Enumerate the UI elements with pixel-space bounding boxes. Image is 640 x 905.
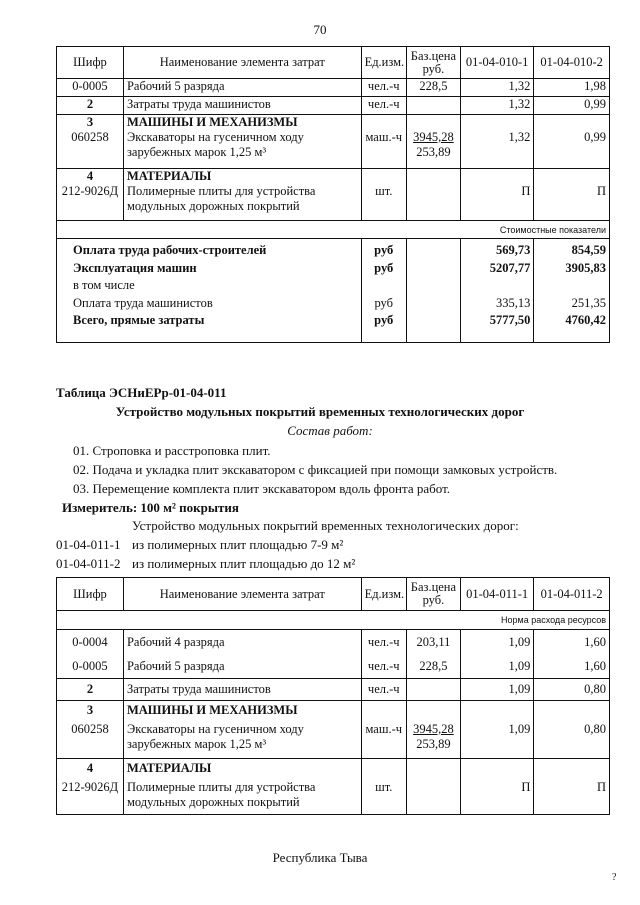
work-item: 03. Перемещение комплекта плит экскаватором вдоль фронта работ. (73, 481, 451, 496)
table-row: 2 Затраты труда машинистов чел.-ч 1,32 0,99 (57, 97, 610, 115)
table-row: 0-0004 0-0005 Рабочий 4 разряда Рабочий 5 разряда чел.-ч чел.-ч 203,11 228,5 1,09 1,09 1,60 1,60 (57, 630, 610, 679)
subheading: Устройство модульных покрытий временных технологических дорог: (132, 518, 519, 533)
header-name: Наименование элемента затрат (123, 47, 361, 79)
variant-text: из полимерных плит площадью до 12 м² (132, 556, 356, 571)
table-row: 4 212-9026Д МАТЕРИАЛЫ Полимерные плиты для устройства модульных дорожных покрытий шт. П П (57, 169, 610, 221)
header-code: Шифр (57, 578, 124, 611)
table-title: Таблица ЭСНиЕРр-01-04-011 (56, 385, 227, 400)
header-code: Шифр (57, 47, 124, 79)
variant-code: 01-04-011-1 (56, 537, 121, 552)
work-item: 02. Подача и укладка плит экскаватором с фиксацией при помощи замковых устройств. (73, 462, 558, 477)
header-col-b: 01-04-010-2 (534, 47, 610, 79)
cost-header: Стоимостные показатели (57, 221, 610, 239)
header-base-price: Баз.цена руб. (406, 47, 460, 79)
header-col-a: 01-04-011-1 (460, 578, 533, 611)
header-col-b: 01-04-011-2 (534, 578, 610, 611)
header-col-a: 01-04-010-1 (460, 47, 533, 79)
composition-label: Состав работ: (287, 423, 373, 438)
page-number: 70 (313, 22, 327, 37)
variant-text: из полимерных плит площадью 7-9 м² (132, 537, 344, 552)
section-heading: Устройство модульных покрытий временных технологических дорог (115, 404, 525, 419)
work-item: 01. Строповка и расстроповка плит. (73, 443, 271, 458)
norm-header: Норма расхода ресурсов (57, 611, 610, 630)
table-row: 0-0005 Рабочий 5 разряда чел.-ч 228,5 1,32 1,98 (57, 79, 610, 97)
cost-block: Оплата труда рабочих-строителей Эксплуатация машин в том числе Оплата труда машинистов Всего, прямые затраты руб руб руб руб 569,73 5207,77 335,13 5777,50 854,59 3905,83 251,35 4760,42 (57, 239, 610, 343)
table-row: 4 212-9026Д МАТЕРИАЛЫ Полимерные плиты для устройства модульных дорожных покрытий шт. П П (57, 759, 610, 815)
resource-table-2 (56, 577, 610, 815)
header-base-price: Баз.цена руб. (406, 578, 460, 611)
variant-code: 01-04-011-2 (56, 556, 121, 571)
table-row: 2 Затраты труда машинистов чел.-ч 1,09 0,80 (57, 679, 610, 701)
margin-mark: ? (612, 872, 617, 883)
table-row: 3 060258 МАШИНЫ И МЕХАНИЗМЫ Экскаваторы на гусеничном ходу зарубежных марок 1,25 м³ маш.-ч 3945,28 253,89 1,09 0,80 (57, 701, 610, 759)
header-unit: Ед.изм. (361, 578, 406, 611)
meter: Измеритель: 100 м² покрытия (62, 500, 239, 515)
footer-region: Республика Тыва (272, 850, 368, 865)
header-unit: Ед.изм. (361, 47, 406, 79)
table-row: 3 060258 МАШИНЫ И МЕХАНИЗМЫ Экскаваторы на гусеничном ходу зарубежных марок 1,25 м³ маш.-ч 3945,28 253,89 1,32 0,99 (57, 115, 610, 169)
resource-table-1 (56, 46, 610, 343)
header-name: Наименование элемента затрат (123, 578, 361, 611)
